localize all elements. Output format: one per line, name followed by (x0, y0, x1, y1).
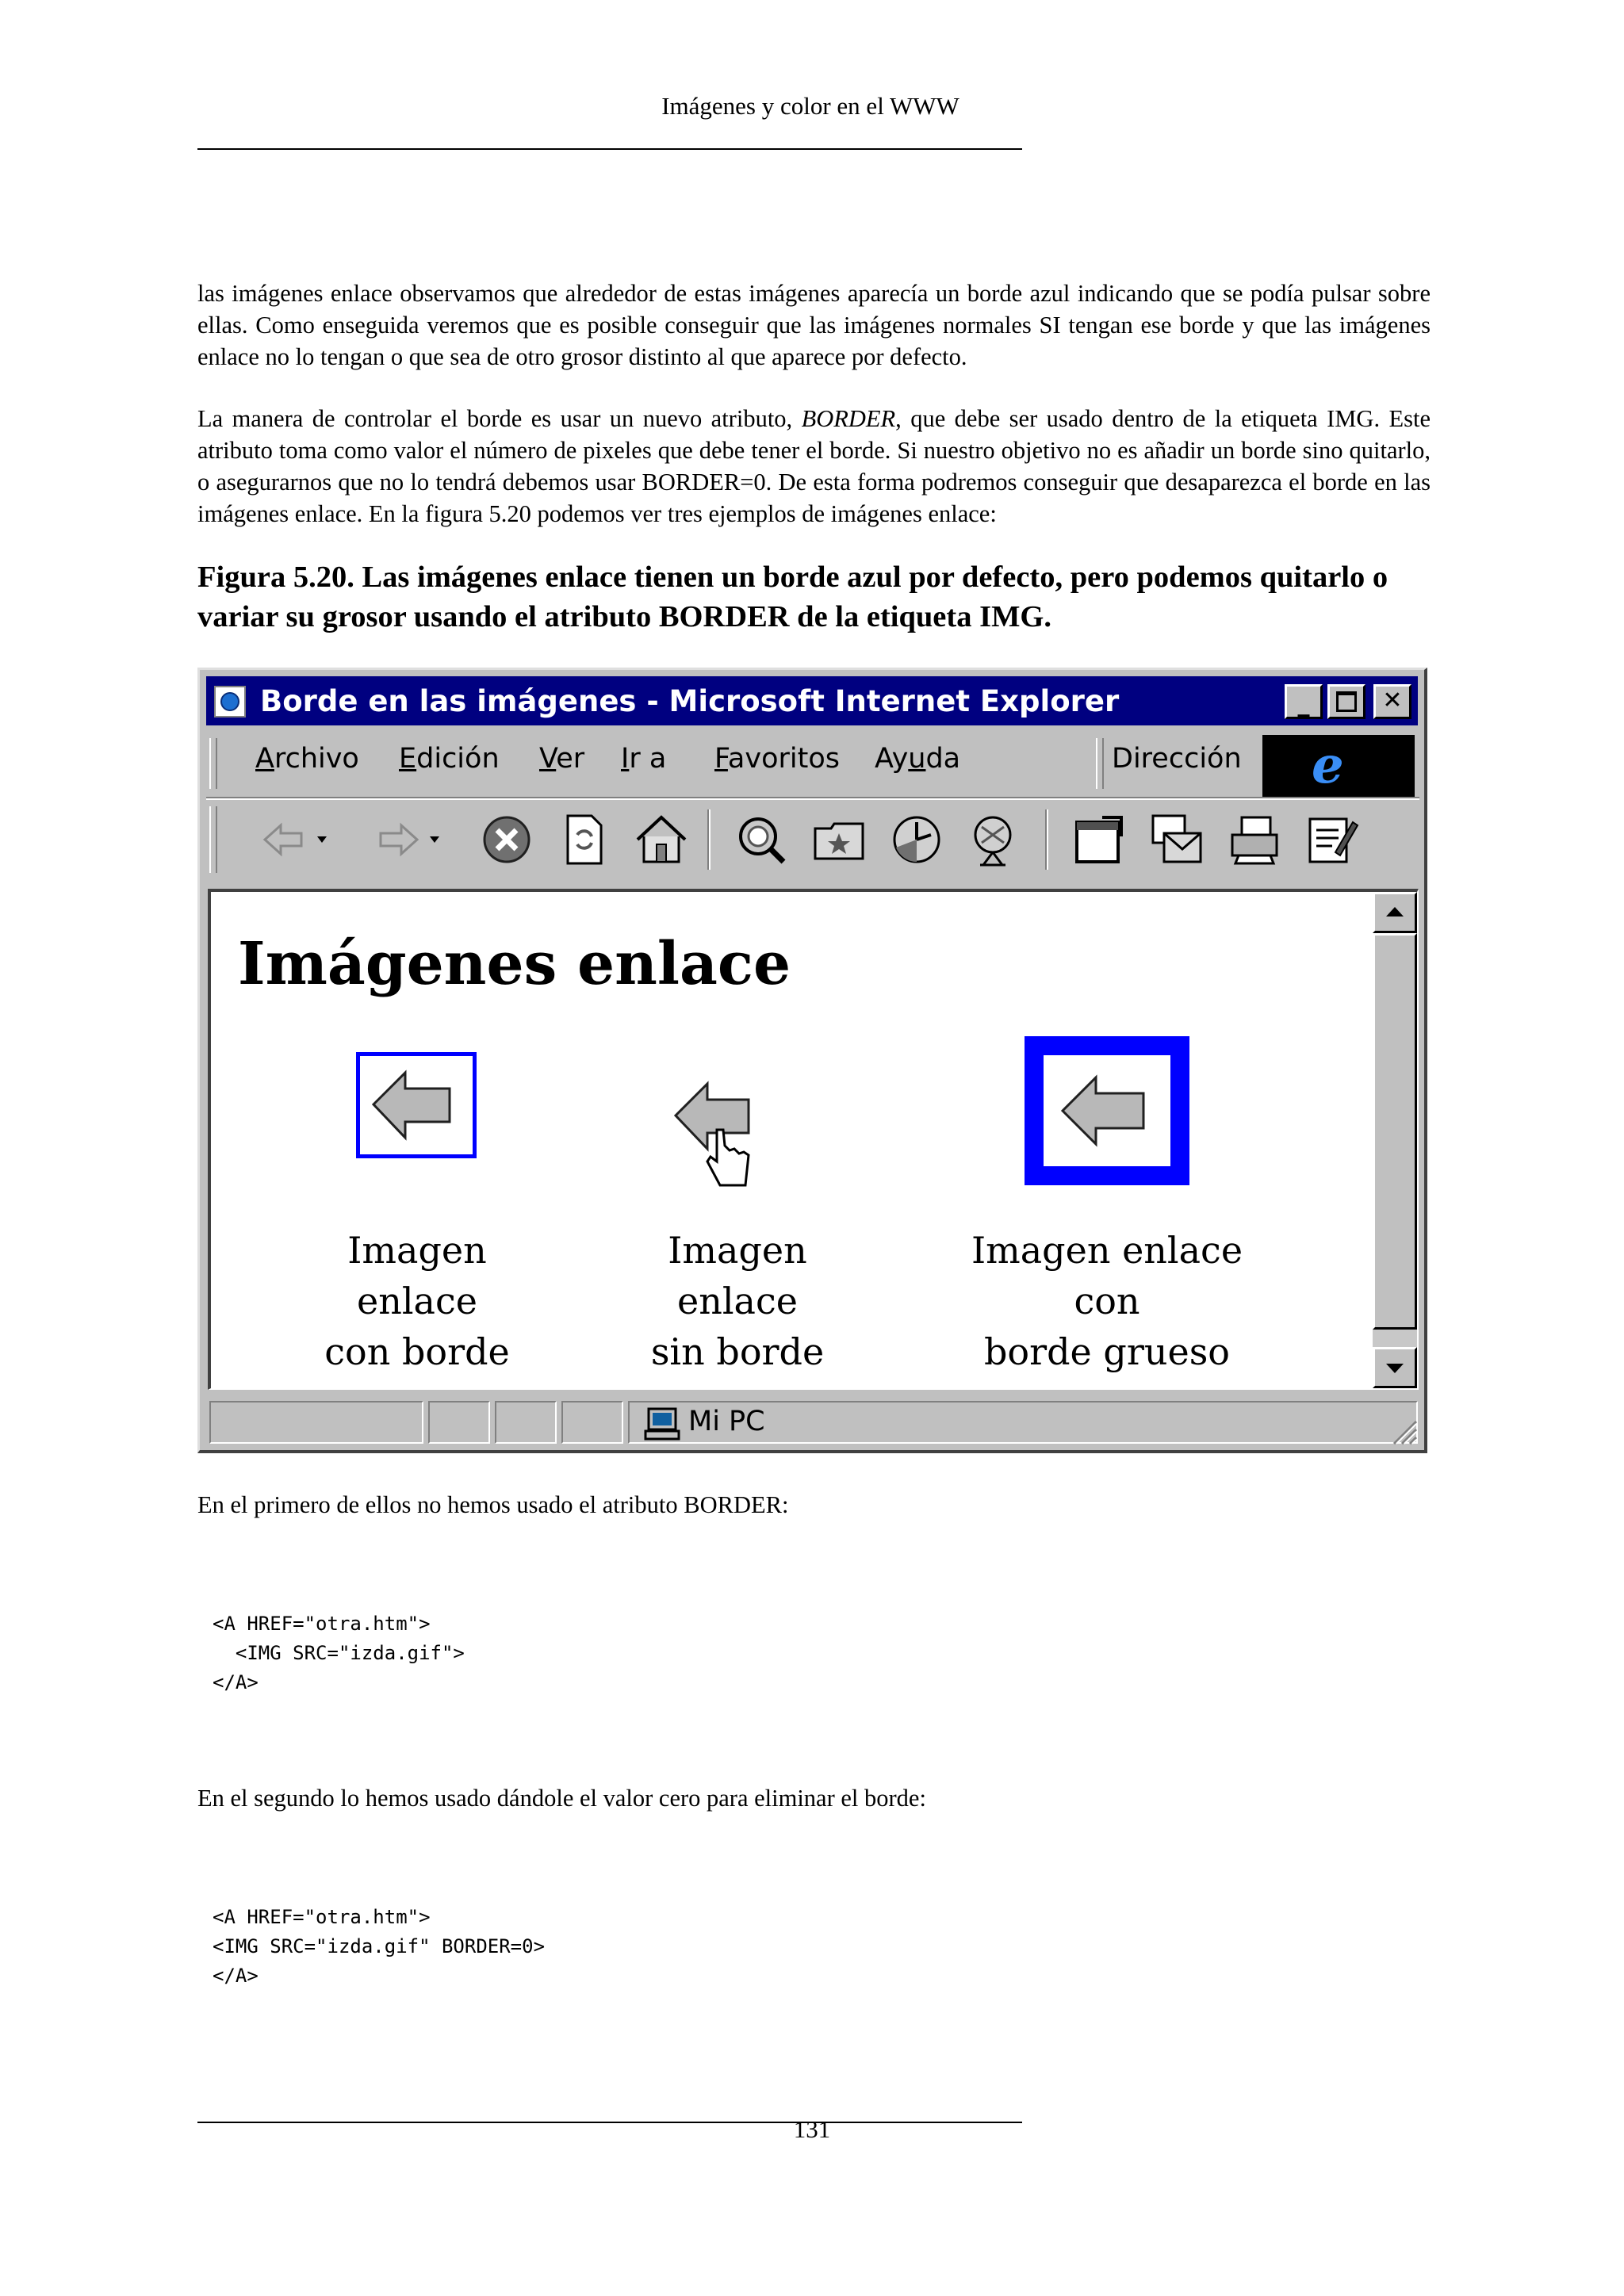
code-block-1: <A HREF="otra.htm"> <IMG SRC="izda.gif"> </A> (213, 1613, 465, 1693)
menu-ver[interactable]: Ver (539, 743, 585, 775)
standard-toolbar (206, 803, 1419, 879)
edit-icon[interactable] (1304, 811, 1361, 868)
scroll-up-button[interactable] (1373, 892, 1417, 933)
address-grip (1096, 738, 1104, 789)
fullscreen-icon[interactable] (1071, 811, 1128, 868)
home-icon[interactable] (633, 811, 690, 868)
status-pane-main (209, 1401, 423, 1444)
ie-throbber-logo: e (1262, 735, 1415, 798)
hand-cursor-icon (707, 1130, 749, 1185)
channels-icon[interactable] (966, 811, 1023, 868)
paragraph-4: En el segundo lo hemos usado dándole el valor cero para eliminar el borde: (197, 1785, 926, 1812)
search-icon[interactable] (733, 811, 790, 868)
status-pane-3 (495, 1401, 557, 1444)
border-attribute-term: BORDER (801, 405, 896, 432)
resize-grip-icon[interactable] (1389, 1417, 1418, 1445)
ie-window-figure (197, 668, 1427, 1453)
ie-app-icon (214, 686, 246, 718)
mail-icon[interactable] (1148, 811, 1205, 868)
page-number: 131 (793, 2115, 831, 2143)
back-arrow-icon[interactable] (254, 811, 341, 868)
menu-ayuda[interactable]: Ayuda (875, 743, 961, 775)
left-arrow-link-thick-border[interactable] (1025, 1036, 1189, 1185)
toolbar-separator (206, 797, 1419, 800)
refresh-icon[interactable] (555, 811, 612, 868)
paragraph-1: las imágenes enlace observamos que alrededor de estas imágenes aparecía un borde azul indicando que se podía pulsar sobre ellas. Como enseguida veremos que es posible conseguir que las imágenes normales SI tengan ese borde y que las imágenes enlace no lo tengan o que sea de otro grosor distinto al que aparece por defecto. (197, 280, 1431, 370)
forward-arrow-icon[interactable] (362, 811, 449, 868)
print-icon[interactable] (1226, 811, 1283, 868)
toolbar-divider (707, 809, 710, 870)
vertical-scrollbar[interactable] (1373, 892, 1417, 1388)
menu-favoritos[interactable]: Favoritos (714, 743, 840, 775)
scroll-thumb[interactable] (1373, 933, 1417, 1330)
address-label: Dirección (1112, 743, 1242, 775)
status-pane-2 (428, 1401, 490, 1444)
title-bar (206, 676, 1418, 725)
page-heading: Imágenes enlace (238, 930, 791, 998)
running-header: Imágenes y color en el WWW (661, 92, 959, 120)
menu-bar (206, 730, 1175, 786)
scroll-down-button[interactable] (1373, 1347, 1417, 1388)
code-block-2: <A HREF="otra.htm"> <IMG SRC="izda.gif" BORDER=0> </A> (213, 1906, 546, 1987)
status-bar (206, 1395, 1419, 1447)
link-caption-2: Imagen enlace sin borde (650, 1229, 825, 1373)
history-icon[interactable] (888, 811, 945, 868)
favorites-icon[interactable] (810, 811, 868, 868)
menu-edicion[interactable]: Edición (399, 743, 500, 775)
menu-archivo[interactable]: Archivo (255, 743, 359, 775)
arrow-up-icon (1375, 894, 1415, 931)
link-caption-1: Imagen enlace con borde (324, 1229, 510, 1373)
close-button[interactable]: ✕ (1373, 684, 1411, 719)
status-zone-label: Mi PC (688, 1406, 765, 1437)
paragraph-3: En el primero de ellos no hemos usado el atributo BORDER: (197, 1491, 789, 1518)
browser-content (208, 889, 1419, 1390)
stop-icon[interactable] (478, 811, 535, 868)
menu-ir-a[interactable]: Ir a (621, 743, 667, 775)
paragraph-2: La manera de controlar el borde es usar un nuevo atributo, BORDER, que debe ser usado dentro de la etiqueta IMG. Este atributo toma como valor el número de pixeles que debe tener el borde. Si nuestro objetivo no es añadir un borde sino quitarlo, o asegurarnos que no lo tendrá debemos usar BORDER=0. De esta forma podremos conseguir que desaparezca el borde en las imágenes enlace. En la figura 5.20 podemos ver tres ejemplos de imágenes enlace: (197, 405, 1431, 527)
maximize-button[interactable] (1327, 684, 1365, 719)
toolbar-divider-2 (1045, 809, 1048, 870)
window-title: Borde en las imágenes - Microsoft Internet Explorer (260, 684, 1120, 718)
arrow-down-icon (1375, 1349, 1415, 1386)
left-arrow-link-borderless[interactable] (672, 1066, 776, 1193)
left-arrow-link-bordered[interactable] (356, 1052, 477, 1158)
header-rule (197, 148, 1022, 150)
figure-caption: Figura 5.20. Las imágenes enlace tienen un borde azul por defecto, pero podemos quitarlo o variar su grosor usando el atributo BORDER de la etiqueta IMG. (197, 561, 1388, 633)
status-zone-pane (628, 1401, 1418, 1444)
minimize-button[interactable]: _ (1285, 684, 1323, 719)
status-pane-4 (561, 1401, 623, 1444)
my-computer-icon (644, 1406, 680, 1441)
link-caption-3: Imagen enlace con borde grueso (971, 1229, 1243, 1373)
